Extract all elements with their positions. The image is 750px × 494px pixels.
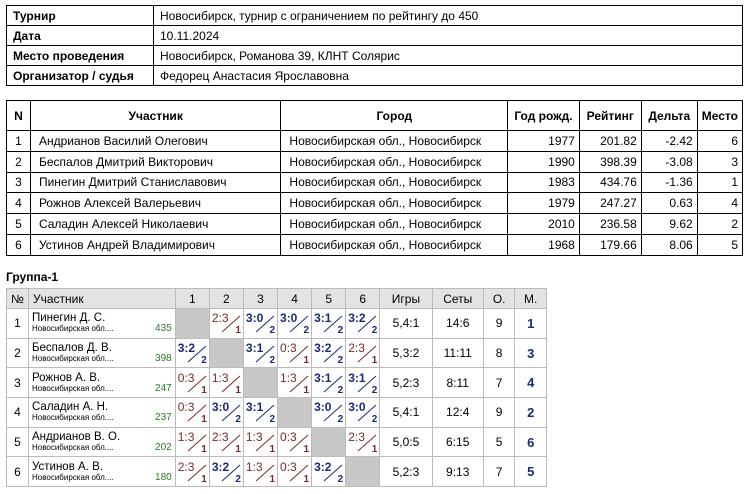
match-points: 1 xyxy=(303,473,310,485)
match-result xyxy=(176,398,209,426)
player-cell: 1990 xyxy=(508,151,580,172)
group-row-number: 1 xyxy=(7,309,29,339)
match-result-cell xyxy=(175,338,209,368)
match-result-cell xyxy=(209,368,243,398)
match-points: 2 xyxy=(269,414,276,426)
match-score: 3:0 xyxy=(348,400,366,415)
grid-header-cell: 1 xyxy=(175,289,209,309)
group-points: 7 xyxy=(483,457,515,487)
match-points: 1 xyxy=(201,444,207,456)
player-cell: Новосибирская обл., Новосибирск xyxy=(281,151,508,172)
diagonal-cell xyxy=(278,398,312,428)
match-points: 1 xyxy=(269,473,276,485)
match-result-cell xyxy=(175,457,209,487)
players-header-cell: N xyxy=(7,101,31,131)
group-player-rating: 247 xyxy=(155,382,172,394)
match-score: 1:3 xyxy=(177,430,195,445)
group-place: 6 xyxy=(515,427,547,457)
match-result xyxy=(312,458,345,486)
diagonal-cell xyxy=(243,368,277,398)
match-result-cell xyxy=(312,309,346,339)
match-result xyxy=(210,428,243,456)
group-place: 5 xyxy=(515,457,547,487)
match-result-cell xyxy=(278,457,312,487)
player-row xyxy=(7,151,743,172)
match-score: 3:0 xyxy=(211,400,230,415)
match-points: 2 xyxy=(337,325,344,337)
player-row xyxy=(7,131,743,152)
group-player-rating: 435 xyxy=(155,323,172,335)
player-cell: Новосибирская обл., Новосибирск xyxy=(281,172,508,193)
match-result-cell xyxy=(209,457,243,487)
player-cell: 2010 xyxy=(508,214,580,235)
match-result-cell xyxy=(175,427,209,457)
match-score: 2:3 xyxy=(348,430,365,445)
participants-table xyxy=(6,100,743,256)
group-player-city: Новосибирская обл.... xyxy=(31,354,114,364)
group-row-number: 5 xyxy=(7,427,29,457)
player-cell: 5 xyxy=(7,214,31,235)
player-cell: 1 xyxy=(7,131,31,152)
match-result-cell xyxy=(312,398,346,428)
info-value: 10.11.2024 xyxy=(154,26,743,46)
match-result xyxy=(346,369,379,397)
group-row-number: 6 xyxy=(7,457,29,487)
players-header-cell: Город xyxy=(281,101,508,131)
group-player-cell xyxy=(28,309,175,339)
match-points: 1 xyxy=(201,473,207,485)
player-cell: Беспалов Дмитрий Викторович xyxy=(30,151,280,172)
match-score: 0:3 xyxy=(280,430,297,445)
group-row xyxy=(7,457,547,487)
group-player-meta xyxy=(32,324,172,334)
group-sets: 11:11 xyxy=(432,338,483,368)
info-value: Федорец Анастасия Ярославовна xyxy=(154,66,743,86)
group-player-cell xyxy=(28,338,175,368)
group-games: 5,2:3 xyxy=(380,368,432,398)
group-title: Группа-1 xyxy=(6,270,59,284)
group-player-name: Рожнов А. В. xyxy=(31,371,101,384)
player-cell: 3 xyxy=(697,151,742,172)
match-points: 2 xyxy=(235,414,241,426)
match-points: 2 xyxy=(337,355,344,367)
group-row xyxy=(7,398,547,428)
player-cell: 2 xyxy=(7,151,31,172)
match-result-cell xyxy=(175,398,209,428)
player-cell: 1979 xyxy=(508,193,580,214)
match-result-cell xyxy=(175,368,209,398)
match-points: 2 xyxy=(371,325,378,337)
match-score: 1:3 xyxy=(245,430,263,445)
group-player-cell xyxy=(28,427,175,457)
match-result-cell xyxy=(346,398,380,428)
match-result xyxy=(244,398,277,426)
diagonal-cell xyxy=(312,427,346,457)
match-result-cell xyxy=(209,427,243,457)
match-points: 2 xyxy=(303,325,310,337)
group-points: 5 xyxy=(483,427,515,457)
group-player-meta xyxy=(32,413,172,423)
player-cell: 1983 xyxy=(508,172,580,193)
match-points: 1 xyxy=(235,384,241,396)
player-cell: 1968 xyxy=(508,234,580,255)
player-cell: Рожнов Алексей Валерьевич xyxy=(30,193,280,214)
group-player-cell xyxy=(28,457,175,487)
info-row xyxy=(7,66,743,86)
player-cell: Пинегин Дмитрий Станиславович xyxy=(30,172,280,193)
group-player-rating: 237 xyxy=(155,412,172,424)
player-row xyxy=(7,214,743,235)
grid-header-cell: Игры xyxy=(380,289,432,309)
player-cell: 9.62 xyxy=(641,214,697,235)
player-cell: 1 xyxy=(697,172,742,193)
match-points: 1 xyxy=(235,444,241,456)
match-result-cell xyxy=(346,427,380,457)
match-score: 1:3 xyxy=(245,459,263,474)
match-score: 0:3 xyxy=(177,370,195,385)
diagonal-cell xyxy=(346,457,380,487)
group-games: 5,4:1 xyxy=(380,309,432,339)
grid-header-cell: 4 xyxy=(278,289,312,309)
match-score: 0:3 xyxy=(177,400,195,415)
group-row xyxy=(7,368,547,398)
match-result xyxy=(346,339,379,367)
match-score: 2:3 xyxy=(177,459,195,474)
group-row-number: 4 xyxy=(7,398,29,428)
group-results-grid xyxy=(6,288,547,487)
match-score: 3:0 xyxy=(280,311,298,326)
player-row xyxy=(7,193,743,214)
info-label: Место проведения xyxy=(7,46,154,66)
group-player-city: Новосибирская обл.... xyxy=(31,413,114,423)
player-cell: 1977 xyxy=(508,131,580,152)
info-label: Турнир xyxy=(7,6,154,26)
player-cell: Устинов Андрей Владимирович xyxy=(30,234,280,255)
match-result-cell xyxy=(346,368,380,398)
group-player-rating: 180 xyxy=(155,471,172,483)
match-result xyxy=(176,339,209,367)
match-points: 2 xyxy=(337,384,344,396)
match-points: 2 xyxy=(337,414,344,426)
match-score: 3:1 xyxy=(348,370,366,385)
match-result xyxy=(244,309,277,337)
group-row xyxy=(7,338,547,368)
group-row-number: 2 xyxy=(7,338,29,368)
match-points: 2 xyxy=(235,473,241,485)
group-player-meta xyxy=(32,473,172,483)
player-cell: Саладин Алексей Николаевич xyxy=(30,214,280,235)
players-header-cell: Дельта xyxy=(641,101,697,131)
player-cell: Новосибирская обл., Новосибирск xyxy=(281,234,508,255)
tournament-info-table xyxy=(6,5,743,86)
match-score: 3:0 xyxy=(314,400,332,415)
group-sets: 12:4 xyxy=(432,398,483,428)
match-points: 2 xyxy=(269,355,276,367)
match-result-cell xyxy=(243,427,277,457)
match-score: 0:3 xyxy=(280,341,297,356)
player-cell: 6 xyxy=(697,131,742,152)
group-sets: 6:15 xyxy=(432,427,483,457)
match-points: 2 xyxy=(269,325,276,337)
group-row xyxy=(7,427,547,457)
player-cell: -1.36 xyxy=(641,172,697,193)
info-row xyxy=(7,46,743,66)
match-result xyxy=(346,428,379,456)
player-cell: 201.82 xyxy=(579,131,641,152)
info-value: Новосибирск, турнир с ограничением по рейтингу до 450 xyxy=(154,6,743,26)
group-points: 7 xyxy=(483,368,515,398)
group-player-name: Саладин А. Н. xyxy=(31,401,109,414)
player-cell: -2.42 xyxy=(641,131,697,152)
match-result-cell xyxy=(243,338,277,368)
grid-header-cell: № xyxy=(7,289,29,309)
players-header-cell: Место xyxy=(697,101,742,131)
group-place: 1 xyxy=(515,309,547,339)
match-points: 1 xyxy=(303,444,310,456)
group-player-cell xyxy=(28,398,175,428)
group-sets: 14:6 xyxy=(432,309,483,339)
match-score: 3:2 xyxy=(314,459,332,474)
player-cell: 247.27 xyxy=(579,193,641,214)
group-player-city: Новосибирская обл.... xyxy=(31,443,114,453)
player-cell: Новосибирская обл., Новосибирск xyxy=(281,214,508,235)
players-header-cell: Участник xyxy=(30,101,280,131)
match-result xyxy=(278,339,311,367)
group-points: 8 xyxy=(483,338,515,368)
match-result xyxy=(278,428,311,456)
group-player-rating: 398 xyxy=(155,353,172,365)
match-result xyxy=(210,369,243,397)
match-result xyxy=(278,369,311,397)
match-result xyxy=(210,398,243,426)
match-result-cell xyxy=(243,398,277,428)
info-value: Новосибирск, Романова 39, КЛНТ Солярис xyxy=(154,46,743,66)
group-place: 4 xyxy=(515,368,547,398)
group-points: 9 xyxy=(483,309,515,339)
group-games: 5,3:2 xyxy=(380,338,432,368)
match-result-cell xyxy=(278,338,312,368)
player-cell: Новосибирская обл., Новосибирск xyxy=(281,131,508,152)
match-points: 1 xyxy=(235,325,241,337)
match-score: 3:1 xyxy=(245,400,264,415)
player-cell: Новосибирская обл., Новосибирск xyxy=(281,193,508,214)
match-result xyxy=(312,339,345,367)
grid-header-cell: Участник xyxy=(28,289,175,309)
grid-header-cell: О. xyxy=(483,289,515,309)
group-sets: 8:11 xyxy=(432,368,483,398)
match-score: 3:2 xyxy=(314,341,332,356)
match-result xyxy=(346,398,379,426)
match-result xyxy=(312,309,345,337)
match-score: 0:3 xyxy=(280,459,297,474)
diagonal-cell xyxy=(209,338,243,368)
match-score: 3:2 xyxy=(211,459,230,474)
group-games: 5,2:3 xyxy=(380,457,432,487)
group-row xyxy=(7,309,547,339)
info-label: Организатор / судья xyxy=(7,66,154,86)
match-points: 1 xyxy=(371,444,378,456)
grid-header-cell: М. xyxy=(515,289,547,309)
player-cell: 434.76 xyxy=(579,172,641,193)
match-score: 1:3 xyxy=(280,370,297,385)
match-result xyxy=(210,309,243,337)
player-cell: 398.39 xyxy=(579,151,641,172)
player-cell: 4 xyxy=(7,193,31,214)
group-player-cell xyxy=(28,368,175,398)
diagonal-cell xyxy=(175,309,209,339)
group-player-city: Новосибирская обл.... xyxy=(31,383,114,393)
player-cell: 6 xyxy=(7,234,31,255)
player-cell: 3 xyxy=(7,172,31,193)
match-points: 1 xyxy=(201,384,207,396)
match-result xyxy=(312,398,345,426)
match-points: 2 xyxy=(201,355,207,367)
match-score: 2:3 xyxy=(211,311,229,326)
player-cell: 8.06 xyxy=(641,234,697,255)
match-result-cell xyxy=(312,457,346,487)
group-player-city: Новосибирская обл.... xyxy=(31,324,114,334)
match-result-cell xyxy=(209,398,243,428)
match-score: 3:1 xyxy=(314,311,332,326)
match-result xyxy=(244,339,277,367)
match-points: 1 xyxy=(201,414,207,426)
group-player-meta xyxy=(32,354,172,364)
match-result xyxy=(176,428,209,456)
player-cell: 179.66 xyxy=(579,234,641,255)
match-result xyxy=(244,428,277,456)
match-result xyxy=(278,309,311,337)
match-score: 3:1 xyxy=(314,370,332,385)
group-player-name: Устинов А. В. xyxy=(31,460,103,473)
match-result xyxy=(346,309,379,337)
match-points: 1 xyxy=(269,444,276,456)
match-result-cell xyxy=(278,368,312,398)
match-result-cell xyxy=(346,309,380,339)
player-cell: Андрианов Василий Олегович xyxy=(30,131,280,152)
match-result xyxy=(176,458,209,486)
player-cell: 2 xyxy=(697,214,742,235)
player-cell: 0.63 xyxy=(641,193,697,214)
group-place: 3 xyxy=(515,338,547,368)
match-result-cell xyxy=(243,457,277,487)
players-header-cell: Рейтинг xyxy=(579,101,641,131)
player-cell: 4 xyxy=(697,193,742,214)
match-result xyxy=(278,458,311,486)
info-label: Дата xyxy=(7,26,154,46)
group-player-meta xyxy=(32,384,172,394)
group-player-name: Беспалов Д. В. xyxy=(31,342,112,355)
group-games: 5,4:1 xyxy=(380,398,432,428)
group-place: 2 xyxy=(515,398,547,428)
match-result xyxy=(176,369,209,397)
grid-header-cell: 2 xyxy=(209,289,243,309)
group-player-name: Пинегин Д. С. xyxy=(31,312,106,325)
match-result-cell xyxy=(243,309,277,339)
match-result-cell xyxy=(346,338,380,368)
player-row xyxy=(7,172,743,193)
info-row xyxy=(7,26,743,46)
group-points: 9 xyxy=(483,398,515,428)
info-row xyxy=(7,6,743,26)
match-points: 1 xyxy=(303,355,310,367)
match-score: 3:1 xyxy=(245,341,264,356)
match-points: 1 xyxy=(371,355,378,367)
player-cell: 236.58 xyxy=(579,214,641,235)
group-sets: 9:13 xyxy=(432,457,483,487)
grid-header-cell: 3 xyxy=(243,289,277,309)
players-header-cell: Год рожд. xyxy=(508,101,580,131)
player-cell: 5 xyxy=(697,234,742,255)
match-score: 3:0 xyxy=(245,311,264,326)
match-points: 2 xyxy=(371,384,378,396)
match-result-cell xyxy=(278,427,312,457)
match-result xyxy=(210,458,243,486)
match-score: 3:2 xyxy=(177,341,196,356)
player-row xyxy=(7,234,743,255)
match-result-cell xyxy=(209,309,243,339)
match-score: 2:3 xyxy=(348,341,365,356)
match-points: 2 xyxy=(371,414,378,426)
group-player-city: Новосибирская обл.... xyxy=(31,472,114,482)
grid-header-cell: Сеты xyxy=(432,289,483,309)
match-points: 2 xyxy=(337,473,344,485)
group-player-name: Андрианов В. О. xyxy=(31,431,121,444)
player-cell: -3.08 xyxy=(641,151,697,172)
grid-header-cell: 6 xyxy=(346,289,380,309)
grid-header-cell: 5 xyxy=(312,289,346,309)
group-player-rating: 202 xyxy=(155,442,172,454)
match-score: 1:3 xyxy=(211,370,229,385)
group-row-number: 3 xyxy=(7,368,29,398)
match-points: 1 xyxy=(303,384,310,396)
group-games: 5,0:5 xyxy=(380,427,432,457)
match-result-cell xyxy=(278,309,312,339)
match-score: 2:3 xyxy=(211,430,229,445)
group-player-meta xyxy=(32,443,172,453)
match-score: 3:2 xyxy=(348,311,366,326)
match-result-cell xyxy=(312,338,346,368)
match-result-cell xyxy=(312,368,346,398)
match-result xyxy=(312,369,345,397)
match-result xyxy=(244,458,277,486)
